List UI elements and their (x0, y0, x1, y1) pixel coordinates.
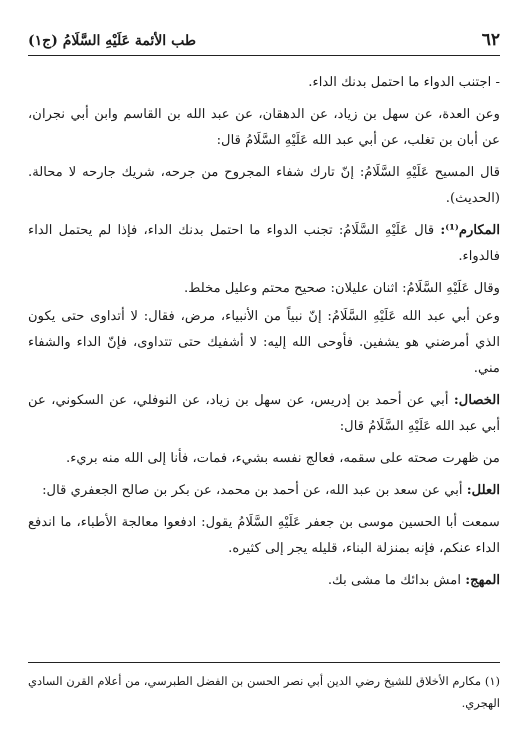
paragraph: قال المسيح عَلَيْهِ السَّلَامُ: إنّ تارك شفاء المجروح من جرحه، شريك جارحه لا محالة. (الحديث). (28, 165, 500, 206)
paragraph: - اجتنب الدواء ما احتمل بدنك الداء. (308, 75, 500, 90)
paragraph: وعن أبي عبد الله عَلَيْهِ السَّلَامُ: إنّ نبياً من الأنبياء، مرض، فقال: لا أتداوى حتى يكون الذي أمرضني هو يشفين. فأوحى الله إليه: لا أشفيك حتى تتداوى، فإنّ الداء والشفاء مني. (28, 309, 500, 376)
paragraph (28, 568, 500, 594)
page-header (28, 30, 500, 56)
paragraph-text: امش بدائك ما مشى بك. (327, 573, 466, 588)
page-number: ٦٢ (481, 30, 500, 50)
paragraph: من ظهرت صحته على سقمه، فعالج نفسه بشيء، فمات، فأنا إلى الله منه بريء. (66, 451, 500, 466)
paragraph: سمعت أبا الحسين موسى بن جعفر عَلَيْهِ السَّلَامُ يقول: ادفعوا معالجة الأطباء، ما اندفع الداء عنكم، فإنه بمنزلة البناء، قليله يجر إلى كثيره. (28, 515, 500, 556)
paragraph (28, 388, 500, 440)
page-body (28, 70, 500, 594)
paragraph-text: أبي عن أحمد بن إدريس، عن سهل بن زياد، عن النوفلي، عن السكوني، عن أبي عبد الله عَلَيْهِ السَّلَامُ قال: (28, 393, 500, 434)
paragraph (28, 218, 500, 270)
running-title: طب الأئمة عَلَيْهِ السَّلَامُ (ج١) (28, 33, 196, 49)
paragraph-text: أبي عن سعد بن عبد الله، عن أحمد بن محمد، عن بكر بن صالح الجعفري قال: (42, 483, 467, 498)
source-label: المكارم⁽¹⁾: (440, 223, 500, 238)
paragraph: وقال عَلَيْهِ السَّلَامُ: اثنان عليلان: صحيح محتم وعليل مخلط. (184, 281, 500, 296)
footnote: (١) مكارم الأخلاق للشيخ رضي الدين أبي نصر الحسن بن الفضل الطبرسي، من أعلام القرن السادي الهجري. (28, 674, 500, 710)
footnote-divider (28, 662, 500, 663)
book-page (28, 30, 500, 730)
paragraph-text: قال عَلَيْهِ السَّلَامُ: تجنب الدواء ما احتمل بدنك الداء، فإذا لم يحتمل الداء فالدواء. (28, 223, 500, 264)
source-label: العلل: (466, 483, 500, 498)
paragraph: وعن العدة، عن سهل بن زياد، عن الدهقان، عن عبد الله بن القاسم وابن أبي نجران، عن أبان بن تغلب، عن أبي عبد الله عَلَيْهِ السَّلَامُ قال: (28, 107, 500, 148)
source-label: المهج: (465, 573, 500, 588)
paragraph (28, 478, 500, 504)
source-label: الخصال: (453, 393, 500, 408)
